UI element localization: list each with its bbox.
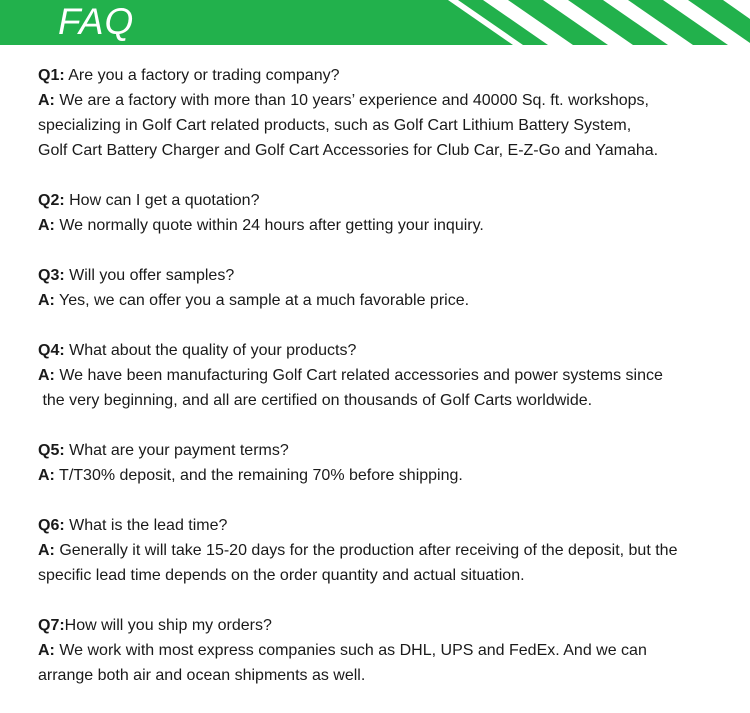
answer-text: arrange both air and ocean shipments as well. <box>38 667 366 684</box>
question-text: Are you a factory or trading company? <box>64 67 340 84</box>
answer-text: the very beginning, and all are certified on thousands of Golf Carts worldwide. <box>38 392 593 409</box>
faq-question <box>38 263 738 288</box>
answer-label: A: <box>38 92 55 109</box>
faq-answer-line <box>38 363 738 388</box>
faq-item <box>38 613 738 688</box>
answer-text: Generally it will take 15-20 days for the production after receiving of the deposit, but the <box>54 542 678 559</box>
answer-label: A: <box>38 292 55 309</box>
faq-answer-line <box>38 663 738 688</box>
faq-item <box>38 263 738 313</box>
faq-answer-line <box>38 563 738 588</box>
answer-text: We work with most express companies such as DHL, UPS and FedEx. And we can <box>54 642 647 659</box>
question-label: Q6: <box>38 517 65 534</box>
faq-question <box>38 513 738 538</box>
question-label: Q2: <box>38 192 65 209</box>
answer-text: Golf Cart Battery Charger and Golf Cart Accessories for Club Car, E-Z-Go and Yamaha. <box>38 142 659 159</box>
answer-text: specific lead time depends on the order quantity and actual situation. <box>38 567 525 584</box>
faq-item <box>38 438 738 488</box>
question-label: Q4: <box>38 342 65 359</box>
faq-question <box>38 63 738 88</box>
answer-label: A: <box>38 367 55 384</box>
answer-text: specializing in Golf Cart related products, such as Golf Cart Lithium Battery System, <box>38 117 632 134</box>
answer-label: A: <box>38 217 55 234</box>
faq-answer-line <box>38 638 738 663</box>
answer-label: A: <box>38 542 55 559</box>
answer-text: We have been manufacturing Golf Cart related accessories and power systems since <box>54 367 663 384</box>
answer-text: Yes, we can offer you a sample at a much favorable price. <box>54 292 470 309</box>
faq-question <box>38 438 738 463</box>
answer-text: We are a factory with more than 10 years’ experience and 40000 Sq. ft. workshops, <box>54 92 649 109</box>
faq-answer-line <box>38 288 738 313</box>
question-text: What about the quality of your products? <box>64 342 357 359</box>
question-text: How will you ship my orders? <box>64 617 272 634</box>
answer-label: A: <box>38 467 55 484</box>
question-text: Will you offer samples? <box>64 267 235 284</box>
question-label: Q1: <box>38 67 65 84</box>
faq-item <box>38 188 738 238</box>
faq-item <box>38 63 738 163</box>
faq-question <box>38 338 738 363</box>
answer-text: We normally quote within 24 hours after getting your inquiry. <box>54 217 484 234</box>
faq-answer-line <box>38 138 738 163</box>
page-title: FAQ <box>58 1 135 42</box>
faq-answer-line <box>38 213 738 238</box>
faq-answer-line <box>38 388 738 413</box>
faq-answer-line <box>38 113 738 138</box>
faq-question <box>38 188 738 213</box>
faq-banner <box>0 0 750 45</box>
faq-answer-line <box>38 88 738 113</box>
answer-text: T/T30% deposit, and the remaining 70% before shipping. <box>54 467 463 484</box>
question-label: Q7: <box>38 617 65 634</box>
question-text: What are your payment terms? <box>64 442 289 459</box>
question-text: How can I get a quotation? <box>64 192 260 209</box>
question-label: Q3: <box>38 267 65 284</box>
question-text: What is the lead time? <box>64 517 228 534</box>
faq-question <box>38 613 738 638</box>
faq-list <box>38 63 738 713</box>
faq-answer-line <box>38 463 738 488</box>
faq-item <box>38 513 738 588</box>
answer-label: A: <box>38 642 55 659</box>
faq-answer-line <box>38 538 738 563</box>
question-label: Q5: <box>38 442 65 459</box>
faq-item <box>38 338 738 413</box>
